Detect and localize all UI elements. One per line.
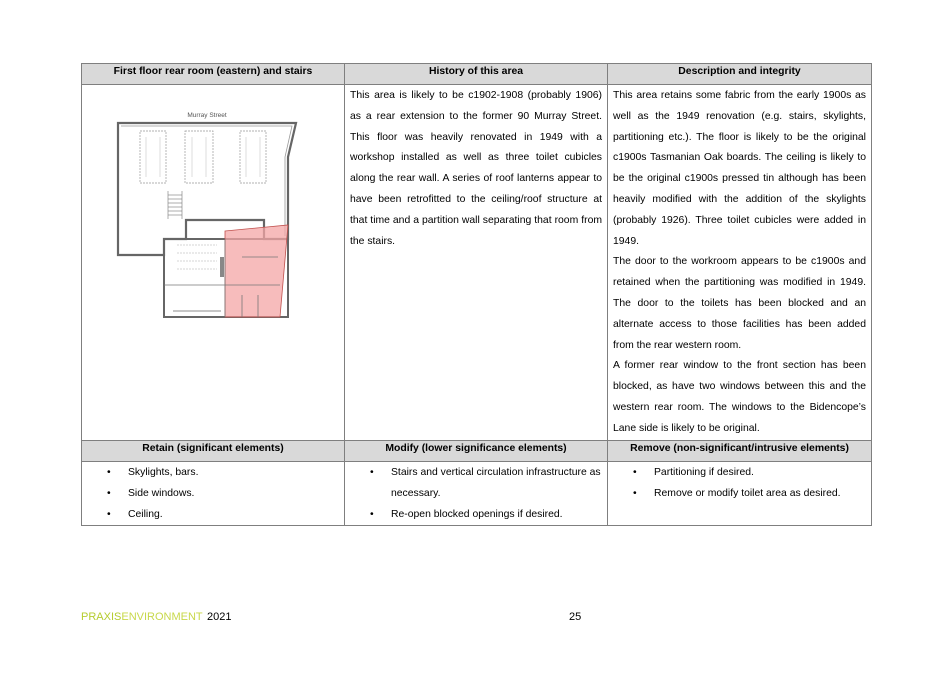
footer-brand bbox=[81, 611, 203, 623]
description-cell bbox=[608, 85, 872, 441]
table-actions-row bbox=[82, 461, 872, 525]
heritage-table bbox=[81, 63, 872, 526]
header-retain: Retain (significant elements) bbox=[82, 440, 345, 461]
list-item: • Skylights, bars. bbox=[82, 462, 340, 483]
list-item: • Ceiling. bbox=[82, 504, 340, 525]
footer-year: 2021 bbox=[207, 611, 232, 623]
page-number: 25 bbox=[569, 611, 582, 623]
table-header-row bbox=[82, 64, 872, 85]
list-item: • Stairs and vertical circulation infrastructure as necessary. bbox=[345, 462, 603, 504]
table-subheader-row bbox=[82, 440, 872, 461]
description-paragraph-3: A former rear window to the front section has been blocked, as have two windows between this and the western rear room. The windows to the Bidencope’s Lane side is likely to be original. bbox=[613, 360, 866, 434]
list-item: • Side windows. bbox=[82, 483, 340, 504]
table-content-row bbox=[82, 85, 872, 441]
header-history: History of this area bbox=[345, 64, 608, 85]
description-paragraph-1: This area retains some fabric from the early 1900s as well as the 1949 renovation (e.g. stairs, skylights, partitioning etc.). The floor is likely to be the original c1900s Tasmanian Oak boards. The ceiling is likely to be the original c1900s pressed tin although has been heavily modified with the addition of the skylights (probably 1926). Three toilet cubicles were added in 1949. bbox=[613, 90, 866, 247]
header-area: First floor rear room (eastern) and stairs bbox=[82, 64, 345, 85]
description-paragraph-2: The door to the workroom appears to be c1900s and retained when the partitioning was modified in 1949. The door to the toilets has been blocked and an alternate access to those facilities has been added from the rear western room. bbox=[613, 256, 866, 351]
remove-cell bbox=[608, 461, 872, 525]
brand-environment: ENVIRONMENT bbox=[121, 611, 203, 623]
header-description: Description and integrity bbox=[608, 64, 872, 85]
retain-list bbox=[82, 462, 340, 525]
brand-praxis: PRAXIS bbox=[81, 611, 122, 623]
remove-list bbox=[608, 462, 867, 504]
list-item: • Partitioning if desired. bbox=[608, 462, 867, 483]
history-cell bbox=[345, 85, 608, 441]
floor-plan-cell bbox=[82, 85, 345, 441]
floor-plan-drawing bbox=[82, 85, 344, 437]
floor-plan-image bbox=[82, 85, 344, 437]
list-item: • Remove or modify toilet area as desired. bbox=[608, 483, 867, 504]
history-text: This area is likely to be c1902-1908 (probably 1906) as a rear extension to the former 90 Murray Street. This floor was heavily renovated in 1949 with a workshop installed as well as three toilet cubicles along the rear wall. A series of roof lanterns appear to have been retrofitted to the ceiling/roof structure at that time and a partition wall separating that room from the stairs. bbox=[350, 90, 602, 247]
modify-list bbox=[345, 462, 603, 525]
list-item: • Re-open blocked openings if desired. bbox=[345, 504, 603, 525]
plan-street-label: Murray Street bbox=[187, 112, 227, 119]
retain-cell bbox=[82, 461, 345, 525]
modify-cell bbox=[345, 461, 608, 525]
header-remove: Remove (non-significant/intrusive elements) bbox=[608, 440, 872, 461]
header-modify: Modify (lower significance elements) bbox=[345, 440, 608, 461]
